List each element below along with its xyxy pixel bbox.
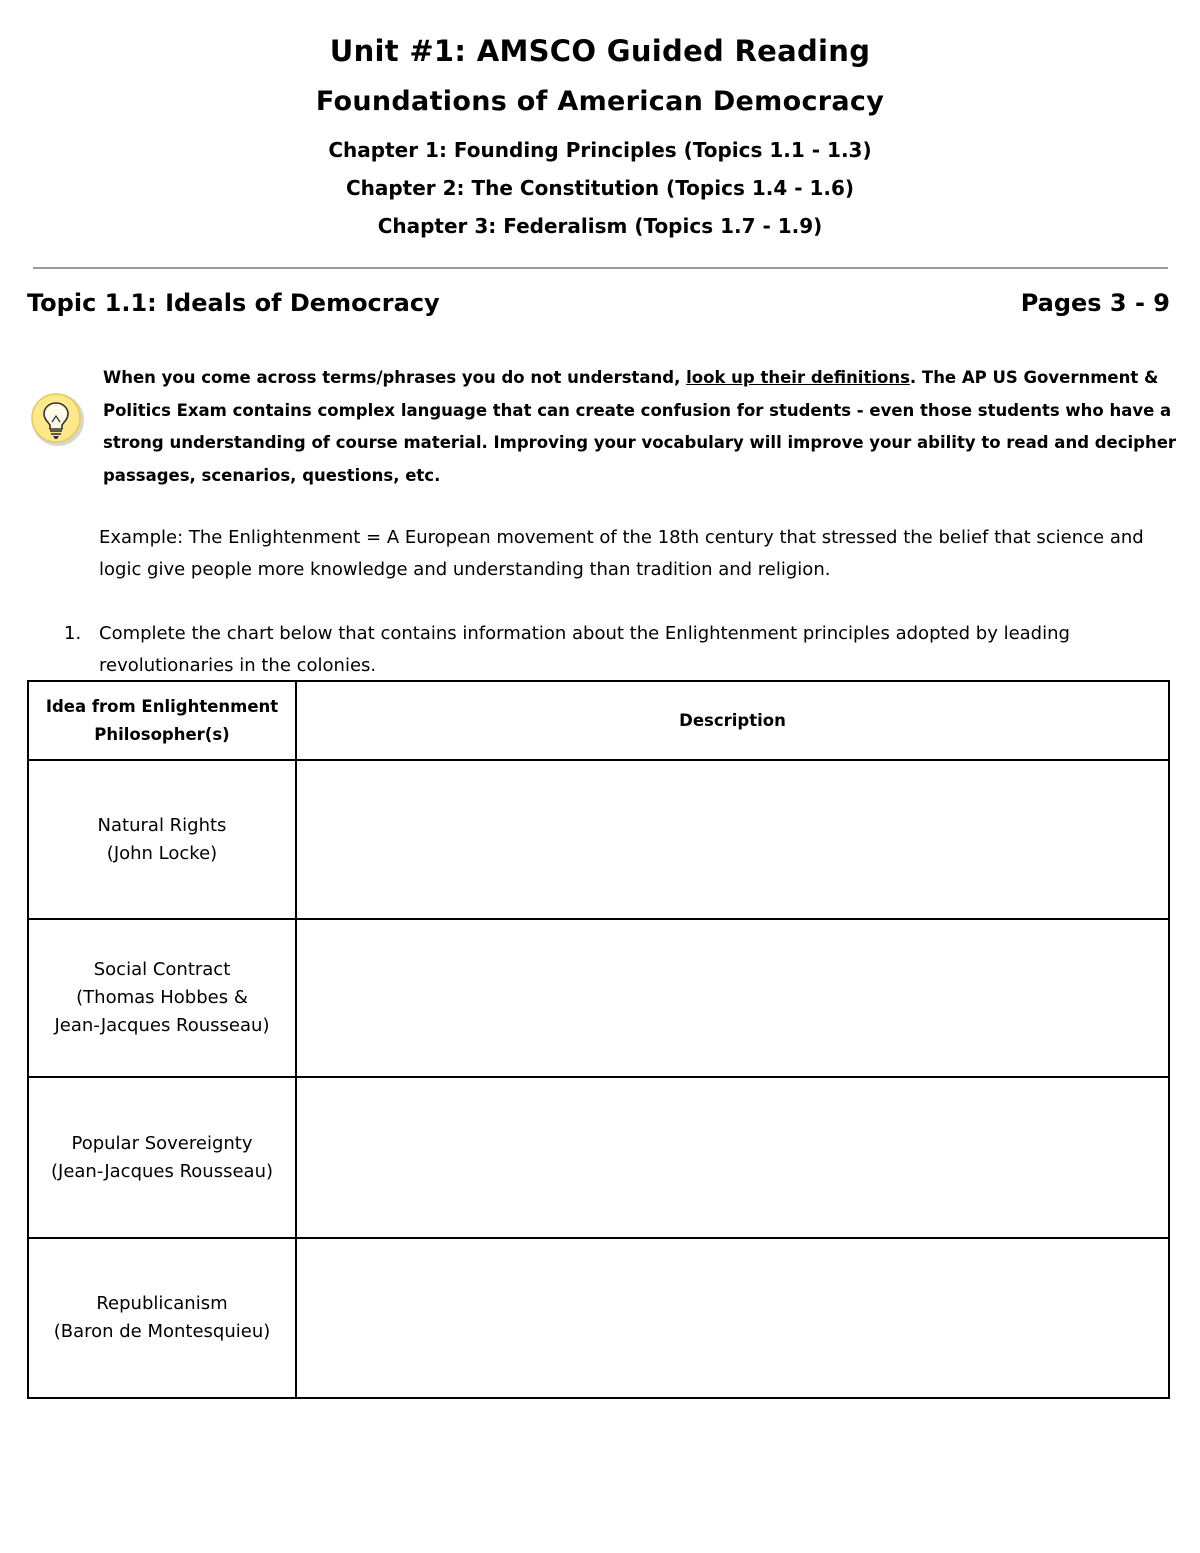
topic-title: Topic 1.1: Ideals of Democracy	[27, 289, 440, 317]
idea-cell	[28, 1077, 296, 1238]
tip-rest: . The AP US Government & Politics Exam contains complex language that can create confusion for students - even those students who have a strong understanding of course material. Improving your vocabulary will improve your ability to read and decipher passages, scenarios, questions, etc.	[103, 368, 1177, 485]
description-column-header: Description	[296, 681, 1169, 760]
description-cell[interactable]	[296, 760, 1169, 919]
example-text: Example: The Enlightenment = A European movement of the 18th century that stressed the belief that science and logic give people more knowledge and understanding than tradition and religion.	[99, 527, 1144, 580]
idea-philosopher: (John Locke)	[106, 842, 218, 864]
vocabulary-tip	[103, 362, 1178, 492]
table-row	[28, 760, 1169, 919]
question-number: 1.	[64, 623, 82, 644]
document-subtitle: Foundations of American Democracy	[315, 86, 885, 117]
description-cell[interactable]	[296, 1238, 1169, 1398]
header-divider	[33, 267, 1168, 269]
idea-cell	[28, 1238, 296, 1398]
chapter-3-line: Chapter 3: Federalism (Topics 1.7 - 1.9)	[377, 214, 823, 238]
table-row	[28, 1238, 1169, 1398]
idea-philosopher: (Jean-Jacques Rousseau)	[51, 1160, 273, 1182]
idea-name: Popular Sovereignty	[71, 1132, 253, 1154]
description-cell[interactable]	[296, 919, 1169, 1077]
chart-header-row	[28, 681, 1169, 760]
idea-name: Natural Rights	[97, 814, 227, 836]
description-cell[interactable]	[296, 1077, 1169, 1238]
document-title: Unit #1: AMSCO Guided Reading	[329, 34, 871, 68]
tip-emphasis: look up their definitions	[686, 368, 910, 387]
idea-header-line2: Philosopher(s)	[94, 724, 230, 744]
chapter-1-line: Chapter 1: Founding Principles (Topics 1.1 - 1.3)	[328, 138, 872, 162]
idea-cell	[28, 760, 296, 919]
table-row	[28, 919, 1169, 1077]
idea-header-line1: Idea from Enlightenment	[45, 696, 279, 716]
idea-name: Republicanism	[96, 1293, 228, 1314]
idea-philosopher: (Thomas Hobbes &	[76, 987, 248, 1008]
lightbulb-icon	[30, 392, 86, 448]
question-text: Complete the chart below that contains information about the Enlightenment principles adopted by leading revolutionaries in the colonies.	[99, 623, 1070, 676]
idea-name: Social Contract	[93, 959, 231, 980]
idea-cell	[28, 919, 296, 1077]
idea-philosopher-cont: Jean-Jacques Rousseau)	[54, 1015, 270, 1036]
idea-column-header	[28, 681, 296, 760]
table-row	[28, 1077, 1169, 1238]
tip-lead: When you come across terms/phrases you do not understand,	[103, 368, 687, 387]
topic-pages: Pages 3 - 9	[1020, 289, 1170, 317]
enlightenment-chart	[27, 680, 1170, 1399]
idea-philosopher: (Baron de Montesquieu)	[53, 1321, 271, 1342]
chapter-2-line: Chapter 2: The Constitution (Topics 1.4 - 1.6)	[345, 176, 855, 200]
